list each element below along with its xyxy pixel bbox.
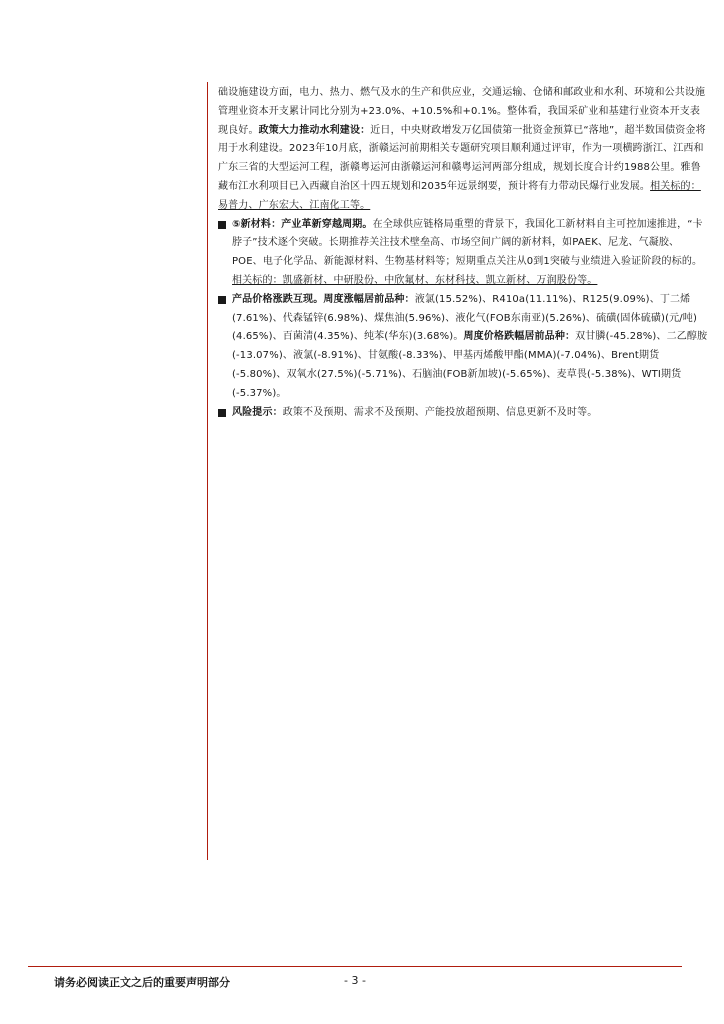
bullet-square-icon bbox=[218, 221, 226, 229]
new-materials-item bbox=[218, 216, 708, 291]
infrastructure-paragraph bbox=[218, 84, 708, 216]
price-gainers-heading: 产品价格涨跌互现。周度涨幅居前品种： bbox=[232, 293, 415, 305]
new-materials-heading: ⑤新材料：产业革新穿越周期。 bbox=[232, 218, 373, 230]
price-losers-text: 双甘膦(-45.28%)、二乙醇胺(-13.07%)、液氯(-8.91%)、甘氨酸(-8.33%)、甲基丙烯酸甲酯(MMA)(-7.04%)、Brent期货(-5.80%)、双氧水(27.5%)(-5.71%)、石脑油(FOB新加坡)(-5.65%)、麦草畏(-5.38%)、WTI期货(-5.37%)。 bbox=[232, 331, 708, 399]
price-gainers-text: 液氯(15.52%)、R410a(11.11%)、R125(9.09%)、丁二烯(7.61%)、代森锰锌(6.98%)、煤焦油(5.96%)、液化气(FOB东南亚)(5.26%)、硫磺(固体硫磺)(元/吨)(4.65%)、百菌清(4.35%)、纯苯(华东)(3.68%)。 bbox=[232, 293, 697, 343]
risk-text: 政策不及预期、需求不及预期、产能投放超预期、信息更新不及时等。 bbox=[282, 406, 598, 418]
price-movement-item bbox=[218, 291, 708, 404]
bullet-square-icon bbox=[218, 409, 226, 417]
risk-heading: 风险提示： bbox=[232, 406, 283, 418]
related-stocks-explosives: 相关标的：易普力、广东宏大、江南化工等。 bbox=[218, 180, 701, 211]
page-number: - 3 - bbox=[344, 974, 366, 987]
price-losers-heading: 周度价格跌幅居前品种： bbox=[463, 331, 576, 343]
related-stocks-new-materials: 相关标的：凯盛新材、中研股份、中欣氟材、东材科技、凯立新材、万润股份等。 bbox=[232, 274, 598, 286]
footer-disclaimer: 请务必阅读正文之后的重要声明部分 bbox=[54, 976, 230, 989]
water-policy-text: 近日，中央财政增发万亿国债第一批资金预算已“落地”，超半数国债资金将用于水利建设。2023年10月底，浙赣运河前期相关专题研究项目顺利通过评审，作为一项横跨浙江、江西和广东三省的大型运河工程，浙赣粤运河由浙赣运河和赣粤运河两部分组成，规划长度合计约1988公里。雅鲁藏布江水利项目已入西藏自治区十四五规划和2035年远景纲要，预计将有力带动民爆行业发展。 bbox=[218, 124, 706, 192]
left-divider-line bbox=[207, 82, 208, 860]
footer-divider-line bbox=[28, 966, 682, 967]
report-body bbox=[218, 84, 708, 422]
infrastructure-text: 础设施建设方面，电力、热力、燃气及水的生产和供应业，交通运输、仓储和邮政业和水利、环境和公共设施管理业资本开支累计同比分别为+23.0%、+10.5%和+0.1%。整体看，我国采矿业和基建行业资本开支表现良好。 bbox=[218, 87, 706, 136]
bullet-square-icon bbox=[218, 296, 226, 304]
water-policy-heading: 政策大力推动水利建设： bbox=[258, 124, 371, 136]
risk-item bbox=[218, 404, 708, 423]
new-materials-text: 在全球供应链格局重塑的背景下，我国化工新材料自主可控加速推进，“卡脖子”技术逐个突破。长期推荐关注技术壁垒高、市场空间广阔的新材料，如PAEK、尼龙、气凝胶、POE、电子化学品、新能源材料、生物基材料等；短期重点关注从0到1突破与业绩进入验证阶段的标的。 bbox=[232, 218, 703, 268]
